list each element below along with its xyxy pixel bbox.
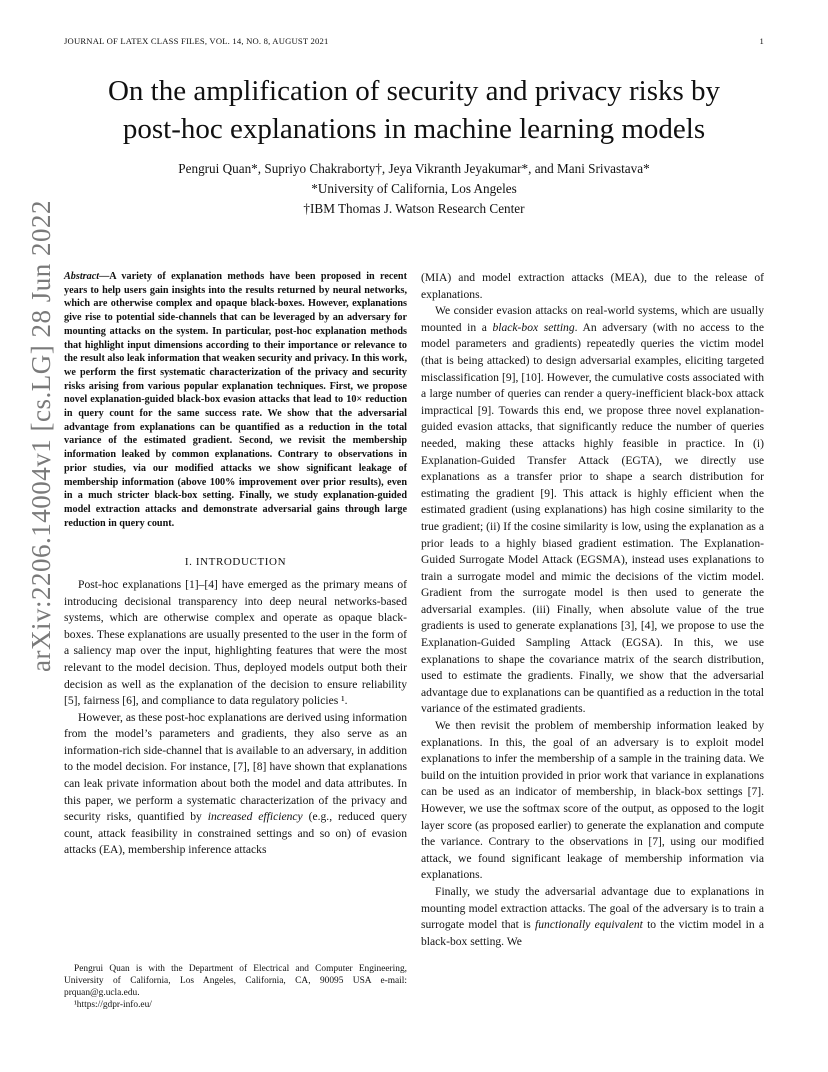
- author-names: Pengrui Quan*, Supriyo Chakraborty†, Jeya Vikranth Jeyakumar*, and Mani Srivastava*: [178, 161, 650, 176]
- arxiv-identifier: arXiv:2206.14004v1 [cs.LG] 28 Jun 2022: [26, 200, 56, 672]
- intro-p4-text-a: We consider evasion attacks on real-world systems, which are usually mounted in a: [421, 304, 764, 334]
- intro-paragraph-1: Post-hoc explanations [1]–[4] have emerged as the primary means of introducing decisional transparency into deep neural networks-based systems, which are otherwise complex and operate as opaque black-boxes. These explanations are usually presented to the user in the form of a saliency map over the input, highlighting features that were the most relevant to the model decision. Thus, deployed models output both their decision as well as the explanation of the decision to ensure reliability [5], fairness [6], and compliance to data regulatory policies ¹.: [64, 577, 407, 708]
- intro-paragraph-6: [421, 884, 764, 950]
- page-number: 1: [759, 36, 764, 46]
- author-block: [40, 159, 788, 219]
- title-line-1: On the amplification of security and privacy risks by: [107, 75, 721, 107]
- intro-p2-emphasis: increased efficiency: [207, 810, 303, 824]
- intro-paragraph-5: We then revisit the problem of membership information leaked by explanations. In this, the goal of an adversary is to exploit model explanations to infer the membership of a sample in the training data. We build on the intuition provided in prior work that variance in explanations can be used as an indicator of membership, in black-box settings [7]. However, we use the softmax score of the output, as opposed to the logit layer score (as proposed earlier) to generate the explanation and compute the variance. Contrary to the observations in [7], using our modified attack, we found significant leakage of membership information via explanations.: [421, 719, 764, 882]
- intro-p6-text-b: to the victim model in a black-box setting. We: [421, 918, 765, 948]
- affiliation-ucla: *University of California, Los Angeles: [311, 181, 517, 196]
- intro-p2-text-b: (e.g., reduced query count, attack feasibility in constrained settings and so on) of evasion attacks (EA), membership inference attacks: [64, 810, 408, 857]
- footnotes: [64, 963, 407, 1011]
- footnote-affiliation: Pengrui Quan is with the Department of Electrical and Computer Engineering, University of California, Los Angeles, California, CA, 90095 USA e-mail: prquan@g.ucla.edu.: [64, 964, 407, 998]
- intro-p4-text-b: . An adversary (with no access to the model parameters and gradients) repeatedly queries the victim model (that is being attacked) to design adversarial examples, eliciting targeted misclassification [9], [10]. However, the cumulative costs associated with a large number of queries can render a query-inefficient black-box attack impractical [9]. Towards this end, we propose three novel explanation-guided evasion attacks, that significantly reduce the number of queries needed, making these attacks highly feasible in practice. In (i) Explanation-Guided Transfer Attack (EGTA), we directly use explanations as a transfer prior to shape a search distribution for estimating the gradient [9]. This attack is highly efficient when the estimated gradient (using explanations) has high cosine similarity to the true gradient; (ii) If the cosine similarity is low, using the explanation as a prior leads to a highly biased gradient estimation. The Explanation-Guided Surrogate Model Attack (EGSMA), instead uses explanations to train a surrogate model and mimic the decisions of the victim model. Gradient from the surrogate model is then used to generate the adversarial examples. (iii) Finally, when absolute value of the true gradients is used to generate explanations [3], [4], we propose to use the Explanation-Guided Sampling Attack (EGSA). In this, we use explanations to shape the covariance matrix of the search distribution, used to estimate the gradients. Finally, we show that the adversarial advantage due to explanations can be quantified as a reduction in the total variance of the estimated gradients.: [421, 320, 764, 716]
- abstract: [64, 270, 407, 530]
- affiliation-ibm: †IBM Thomas J. Watson Research Center: [303, 201, 525, 216]
- section-heading: I. INTRODUCTION: [184, 556, 287, 569]
- abstract-text: —A variety of explanation methods have been proposed in recent years to help users gain insights into the results returned by neural networks, which are otherwise complex and opaque black-boxes. However, explanations give rise to potential side-channels that can be leveraged by an adversary for mounting attacks on the system. In particular, post-hoc explanation methods that highlight input dimensions according to their importance or relevance to the result also leak information that weaken security and privacy. In this work, we perform the first systematic characterization of the privacy and security risks arising from various popular explanation techniques. First, we propose novel explanation-guided black-box evasion attacks that lead to 10× reduction in query count for the same success rate. We show that the adversarial advantage from explanations can be quantified as a reduction in the total variance of the estimated gradient. Second, we revisit the membership information leaked by common explanations. Contrary to observations in prior studies, via our modified attacks we show significant leakage of membership information (above 100% improvement over prior results), even in a much stricter black-box setting. Finally, we study explanation-guided model extraction attacks and demonstrate adversarial gains through large reduction in query count.: [64, 271, 407, 529]
- left-column: [64, 270, 407, 859]
- intro-paragraph-4: [421, 303, 764, 718]
- journal-header: JOURNAL OF LATEX CLASS FILES, VOL. 14, NO. 8, AUGUST 2021: [64, 36, 329, 46]
- title-line-2: post-hoc explanations in machine learning models: [122, 113, 706, 145]
- right-column: [421, 270, 764, 950]
- running-head: [64, 36, 764, 46]
- abstract-label: Abstract: [64, 271, 100, 282]
- intro-p6-text-a: Finally, we study the adversarial advantage due to explanations in mounting model extraction attacks. The goal of the adversary is to train a surrogate model that is: [421, 884, 764, 932]
- intro-p2-text-a: However, as these post-hoc explanations are derived using information from the model’s parameters and gradients, they also serve as an information-rich side-channel that is available to an adversary, in addition to the model decision. For instance, [7], [8] have shown that explanations can leak private information about both the model and data attributes. In this paper, we perform a systematic characterization of the privacy and security risks, quantified by: [64, 710, 407, 824]
- footnote-gdpr-link: ¹https://gdpr-info.eu/: [74, 1000, 152, 1010]
- intro-paragraph-2: [64, 710, 407, 859]
- intro-paragraph-3: (MIA) and model extraction attacks (MEA), due to the release of explanations.: [421, 271, 764, 301]
- intro-p6-emphasis: functionally equivalent: [535, 918, 643, 932]
- paper-title: [40, 72, 788, 148]
- intro-p4-emphasis: black-box setting: [492, 320, 575, 334]
